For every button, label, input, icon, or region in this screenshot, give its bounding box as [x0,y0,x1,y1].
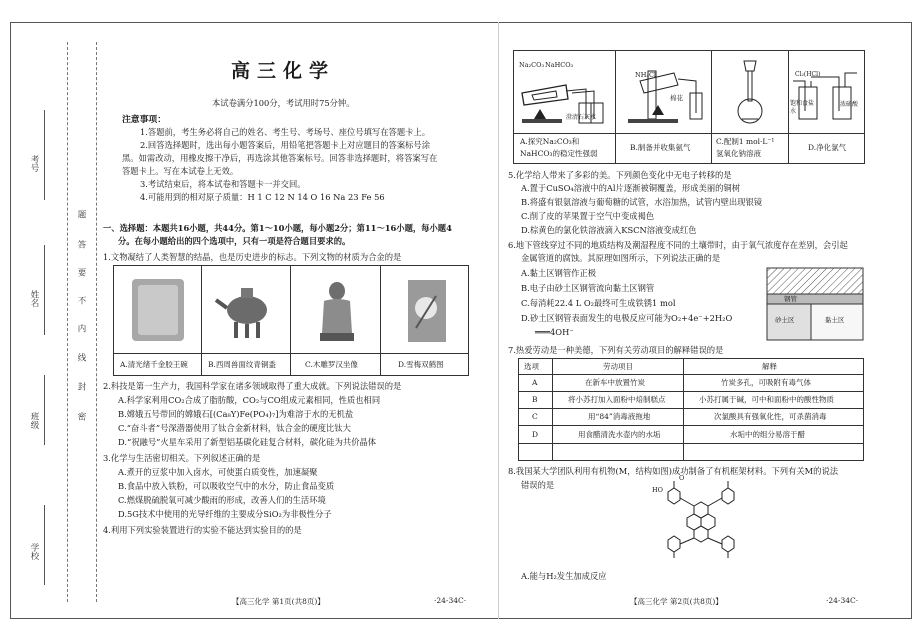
apparatus-caption-c1: C.配制1 mol·L⁻¹ [716,137,775,146]
question-5-option: C.削了皮的苹果置于空气中变成褐色 [521,211,655,221]
question-3-option: B.食品中放入铁粉，可以吸收空气中的水分，防止食品变质 [118,481,335,491]
q7-cell: 将小苏打加入面粉中焙制糕点 [568,395,666,404]
q7-header: 劳动项目 [603,362,633,371]
question-2-option: A.科学家利用CO₂合成了脂肪酸，CO₂与CO组成元素相同，性质也相同 [118,395,381,405]
apparatus-caption-d: D.净化氯气 [808,143,847,152]
apparatus-caption-b: B.制备并收集氨气 [630,143,691,152]
q1-table-col [380,265,381,376]
q7-cell: 用食醋清洗水壶内的水垢 [578,430,661,439]
page-1-footer: 【高三化学 第1页(共8页)】 [232,597,325,606]
page-1-code: ·24-34C· [434,596,467,605]
question-7-stem: 7.热爱劳动是一种美德，下列有关劳动项目的解释错误的是 [508,345,724,355]
seal-char: 不 [76,296,86,305]
page-divider [498,22,499,619]
q4-table-col [788,50,789,164]
q7-cell: A [532,378,538,387]
apparatus-label: 浓硫酸 [840,101,859,108]
question-8-stem: 8.我国某大学团队利用有机物(M，结构如图)成功制备了有机框架材料。下列有关M的说法 [508,466,839,476]
fill-line-school [44,505,45,585]
page-2-code: ·24-34C· [826,596,859,605]
q1-photo-arhat [312,275,362,347]
question-2-option: C.“奋斗者”号深潜器使用了钛合金新材料，钛合金的硬度比钛大 [118,423,351,433]
fill-line-exam-no [44,110,45,200]
question-3-option: D.5G技术中使用的光导纤维的主要成分SiO₂为非极性分子 [118,509,332,519]
apparatus-caption-c2: 氢氧化钠溶液 [716,149,761,158]
question-6-option: C.每消耗22.4 L O₂最终可生成铁锈1 mol [521,298,676,308]
q7-cell: 小苏打属于碱，可中和面粉中的酸性物质 [699,395,834,404]
apparatus-label: Na₂CO₃ [519,61,545,69]
q7-cell: 用“84”消毒液拖地 [588,412,651,421]
seal-char: 内 [76,324,86,333]
fill-line-class [44,375,45,445]
q7-table-row [518,391,864,392]
binding-label-class: 班级 [29,412,39,429]
question-5-option: A.置于CuSO₄溶液中的Al片逐渐被铜覆盖，形成美丽的铜树 [521,183,741,193]
question-6-stem-cont: 金属管道的腐蚀。其原理如图所示，下列说法正确的是 [521,253,721,263]
notice-line: 4.可能用到的相对原子质量：H 1 C 12 N 14 O 16 Na 23 Fe 56 [140,192,385,202]
pipe-label: 砂土区 [775,316,795,324]
apparatus-c-diagram [714,53,786,131]
pipe-label: 黏土区 [825,316,845,324]
q1-option-c: C.木雕罗汉坐像 [305,360,358,369]
q7-table-row [518,425,864,426]
binding-line-inner [96,42,97,602]
notice-line: 黑。如需改动，用橡皮擦干净后，再选涂其他答案标号。回答非选择题时，将答案写在 [122,153,438,163]
apparatus-label: 饱和食盐水 [790,100,815,115]
seal-char: 密 [76,412,86,421]
question-3-option: C.燃煤脱硫脱氧可减少酸雨的形成，改善人们的生活环境 [118,495,326,505]
question-6-option: A.黏土区钢管作正极 [521,268,597,278]
question-6-option-cont: ═══4OH⁻ [535,327,574,337]
q1-table-col [290,265,291,376]
q7-cell: B [532,395,538,404]
question-3-stem: 3.化学与生活密切相关。下列叙述正确的是 [103,453,261,463]
binding-label-school: 学校 [29,543,39,560]
exam-subtitle: 本试卷满分100分，考试用时75分钟。 [212,98,355,108]
molecule-atom-label: HO [652,486,663,494]
q1-table-col [201,265,202,376]
q1-photo-painting [402,278,452,346]
q7-table-row [518,374,864,375]
seal-char: 题 [76,210,86,219]
notice-line: 答题卡上。写在本试卷上无效。 [122,166,239,176]
seal-char: 封 [76,382,86,391]
q1-option-b: B.西周兽面纹青铜盉 [208,360,276,369]
notice-line: 2.回答选择题时，选出每小题答案后，用铅笔把答题卡上对应题目的答案标号涂 [140,140,431,150]
question-3-option: A.煮开的豆浆中加入卤水，可使蛋白质变性，加速凝聚 [118,467,318,477]
q4-table-divider [513,133,865,134]
q1-table-divider [113,353,469,354]
question-8-stem-cont: 错误的是 [521,480,555,490]
pipe-label: 钢管 [784,295,797,303]
q7-cell: D [532,430,539,439]
pipe-corrosion-diagram [765,266,865,342]
question-2-stem: 2.科技是第一生产力，我国科学家在诸多领域取得了重大成就。下列说法错误的是 [103,381,402,391]
apparatus-label: 澄清石灰水 [566,114,597,121]
apparatus-label: Cl₂(HCl) [795,71,821,78]
apparatus-caption-a1: A.探究Na₂CO₃和 [520,137,580,146]
binding-line-outer [67,42,68,602]
apparatus-label: 棉花 [670,94,683,102]
question-1-stem: 1.文物凝结了人类智慧的结晶，也是历史进步的标志。下列文物的材质为合金的是 [103,252,402,262]
notice-line: 3.考试结束后，将本试卷和答题卡一并交回。 [140,179,306,189]
seal-char: 答 [76,240,86,249]
question-8-option-a: A.能与H₂发生加成反应 [521,571,607,581]
apparatus-label: NH₄Cl [635,71,657,79]
seal-char: 要 [76,268,86,277]
notice-line: 1.答题前，考生务必将自己的姓名、考生号、考场号、座位号填写在答题卡上。 [140,127,431,137]
question-5-option: D.棕黄色的氯化铁溶液滴入KSCN溶液变成红色 [521,225,697,235]
q7-cell: 竹炭多孔，可吸附有毒气体 [721,378,811,387]
question-6-option: B.电子由砂土区钢管流向黏土区钢管 [521,283,655,293]
q1-photo-bronze-he [212,278,282,343]
apparatus-d-diagram [791,53,863,131]
page-title: 高三化学 [231,60,336,82]
question-5-stem: 5.化学给人带来了多彩的美。下列颜色变化中无电子转移的是 [508,170,732,180]
q7-cell: C [532,412,538,421]
q7-cell: 次氯酸具有强氧化性，可杀菌消毒 [714,412,827,421]
page-2-footer: 【高三化学 第2页(共8页)】 [630,597,723,606]
apparatus-caption-a2: NaHCO₃的稳定性强弱 [520,149,598,158]
q7-table-row [518,408,864,409]
q4-table-col [615,50,616,164]
q4-table-col [711,50,712,164]
q7-cell: 水垢中的组分易溶于醋 [730,430,805,439]
q7-header: 解释 [762,362,777,371]
fill-line-name [44,245,45,335]
q7-header: 选项 [524,362,539,371]
seal-char: 线 [76,353,86,362]
q1-option-a: A.清光绪千金胶王碗 [120,360,188,369]
molecule-atom-label: O [679,474,685,482]
question-5-option: B.将盛有银氨溶液与葡萄糖的试管，水浴加热，试管内壁出现银镜 [521,197,763,207]
apparatus-label: NaHCO₃ [545,61,574,69]
question-2-option: D.“祝融号”火星车采用了新型铝基碳化硅复合材料，碳化硅为共价晶体 [118,437,377,447]
binding-label-name: 姓名 [29,290,39,307]
apparatus-b-diagram [618,53,710,131]
question-2-option: B.嫦娥五号带回的嫦娥石[(Ca₈Y)Fe(PO₄)₇]为难溶于水的无机盐 [118,409,354,419]
q7-table-row [518,443,864,444]
notice-title: 注意事项： [122,115,166,125]
q7-cell: 在新车中放置竹炭 [585,378,645,387]
q1-photo-bowl [128,275,188,345]
question-4-stem: 4.利用下列实验装置进行的实验不能达到实验目的的是 [103,525,302,535]
q1-option-d: D.雪梅双鹤图 [398,360,444,369]
section-heading: 分。在每小题给出的四个选项中，只有一项是符合题目要求的。 [118,236,351,246]
section-heading: 一、选择题：本题共16小题，共44分。第1～10小题，每小题2分；第11～16小题，每小题4 [103,223,452,233]
question-6-stem: 6.地下管线穿过不同的地质结构及潮湿程度不同的土壤带时，由于氧气浓度存在差别，会引起 [508,240,848,250]
question-6-option: D.砂土区钢管表面发生的电极反应可能为O₂+4e⁻+2H₂O [521,313,733,323]
binding-label-exam-no: 考号 [29,155,39,172]
